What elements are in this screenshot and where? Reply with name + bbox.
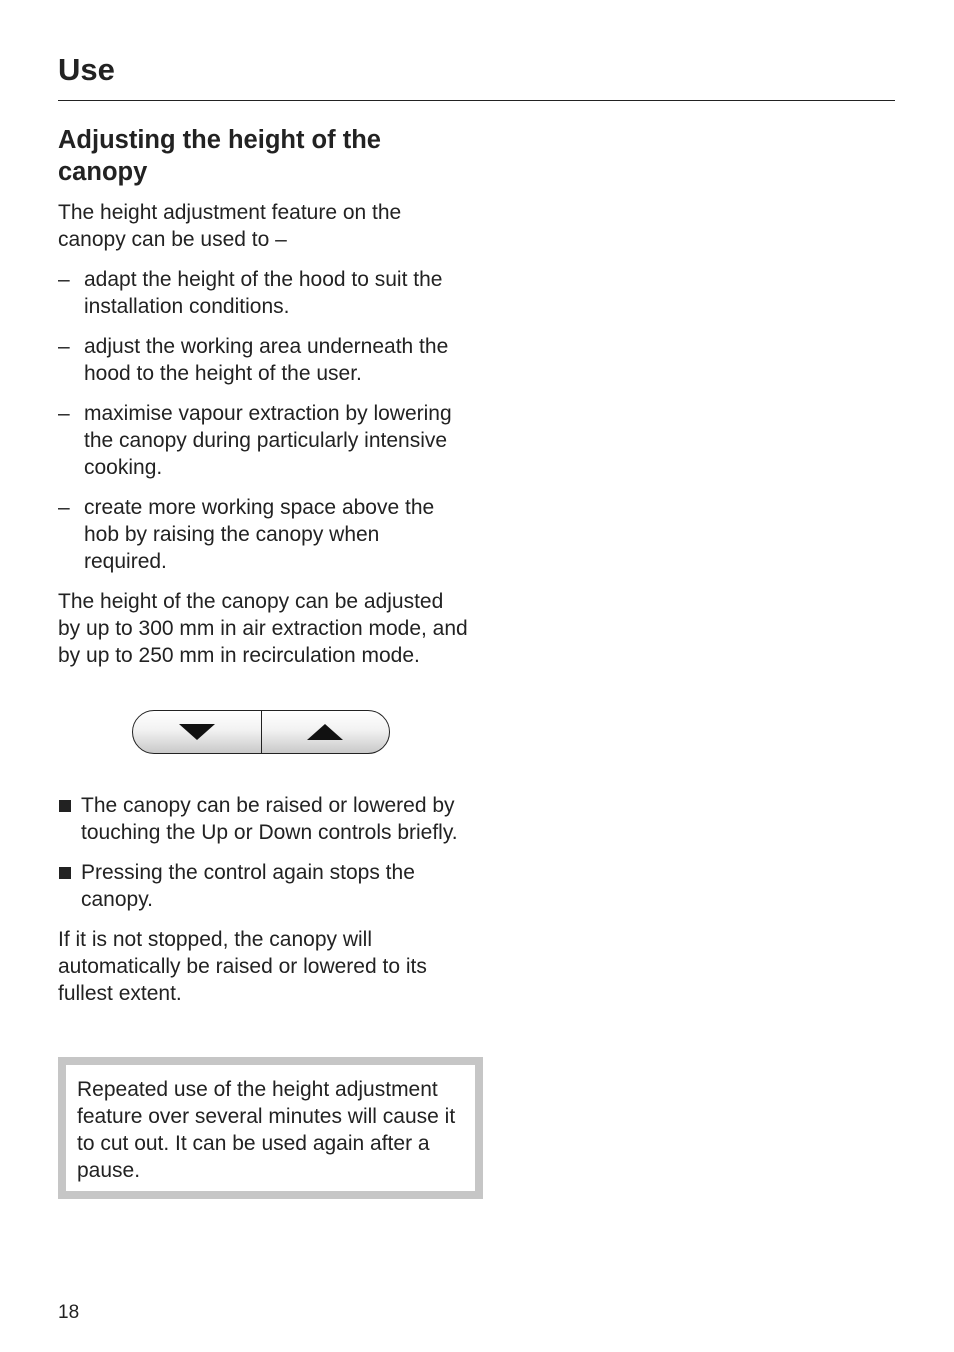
step-text: The canopy can be raised or lowered by touching the Up or Down controls briefly.: [81, 794, 458, 844]
list-item: [58, 333, 468, 387]
list-item-text: adapt the height of the hood to suit the installation conditions.: [84, 268, 443, 318]
dash-marker: –: [58, 496, 70, 519]
section-title: Use: [58, 52, 115, 87]
intro-paragraph: The height adjustment feature on the canopy can be used to –: [58, 201, 402, 251]
list-item: [58, 859, 468, 913]
list-item-text: adjust the working area underneath the hood to the height of the user.: [84, 335, 449, 385]
triangle-up-icon: [307, 724, 343, 740]
dash-marker: –: [58, 268, 70, 291]
header-rule: [58, 100, 895, 101]
list-item: [58, 792, 468, 846]
uses-list: [58, 266, 468, 575]
note-text: Repeated use of the height adjustment feature over several minutes will cause it to cut out. It can be used again after a pause.: [77, 1078, 456, 1182]
up-control[interactable]: [261, 711, 390, 753]
dash-marker: –: [58, 335, 70, 358]
control-panel: [132, 710, 390, 754]
list-item: [58, 400, 468, 481]
height-control-illustration: [132, 710, 390, 754]
steps-list: [58, 792, 468, 913]
note-box: [58, 1057, 483, 1199]
square-bullet-icon: [59, 800, 71, 812]
subheading: Adjusting the height of the canopy: [58, 126, 381, 186]
content-column: [58, 124, 468, 1199]
list-item-text: maximise vapour extraction by lowering the canopy during particularly intensive cooking.: [84, 402, 452, 479]
list-item: [58, 266, 468, 320]
list-item: [58, 494, 468, 575]
list-item-text: create more working space above the hob by raising the canopy when required.: [84, 496, 435, 573]
step-text: Pressing the control again stops the canopy.: [81, 861, 415, 911]
dash-marker: –: [58, 402, 70, 425]
after-steps-paragraph: If it is not stopped, the canopy will automatically be raised or lowered to its fullest extent.: [58, 928, 427, 1005]
down-control[interactable]: [133, 711, 261, 753]
page-number: 18: [58, 1302, 80, 1323]
triangle-down-icon: [179, 724, 215, 740]
square-bullet-icon: [59, 867, 71, 879]
range-paragraph: The height of the canopy can be adjusted by up to 300 mm in air extraction mode, and by up to 250 mm in recirculation mode.: [58, 590, 468, 667]
